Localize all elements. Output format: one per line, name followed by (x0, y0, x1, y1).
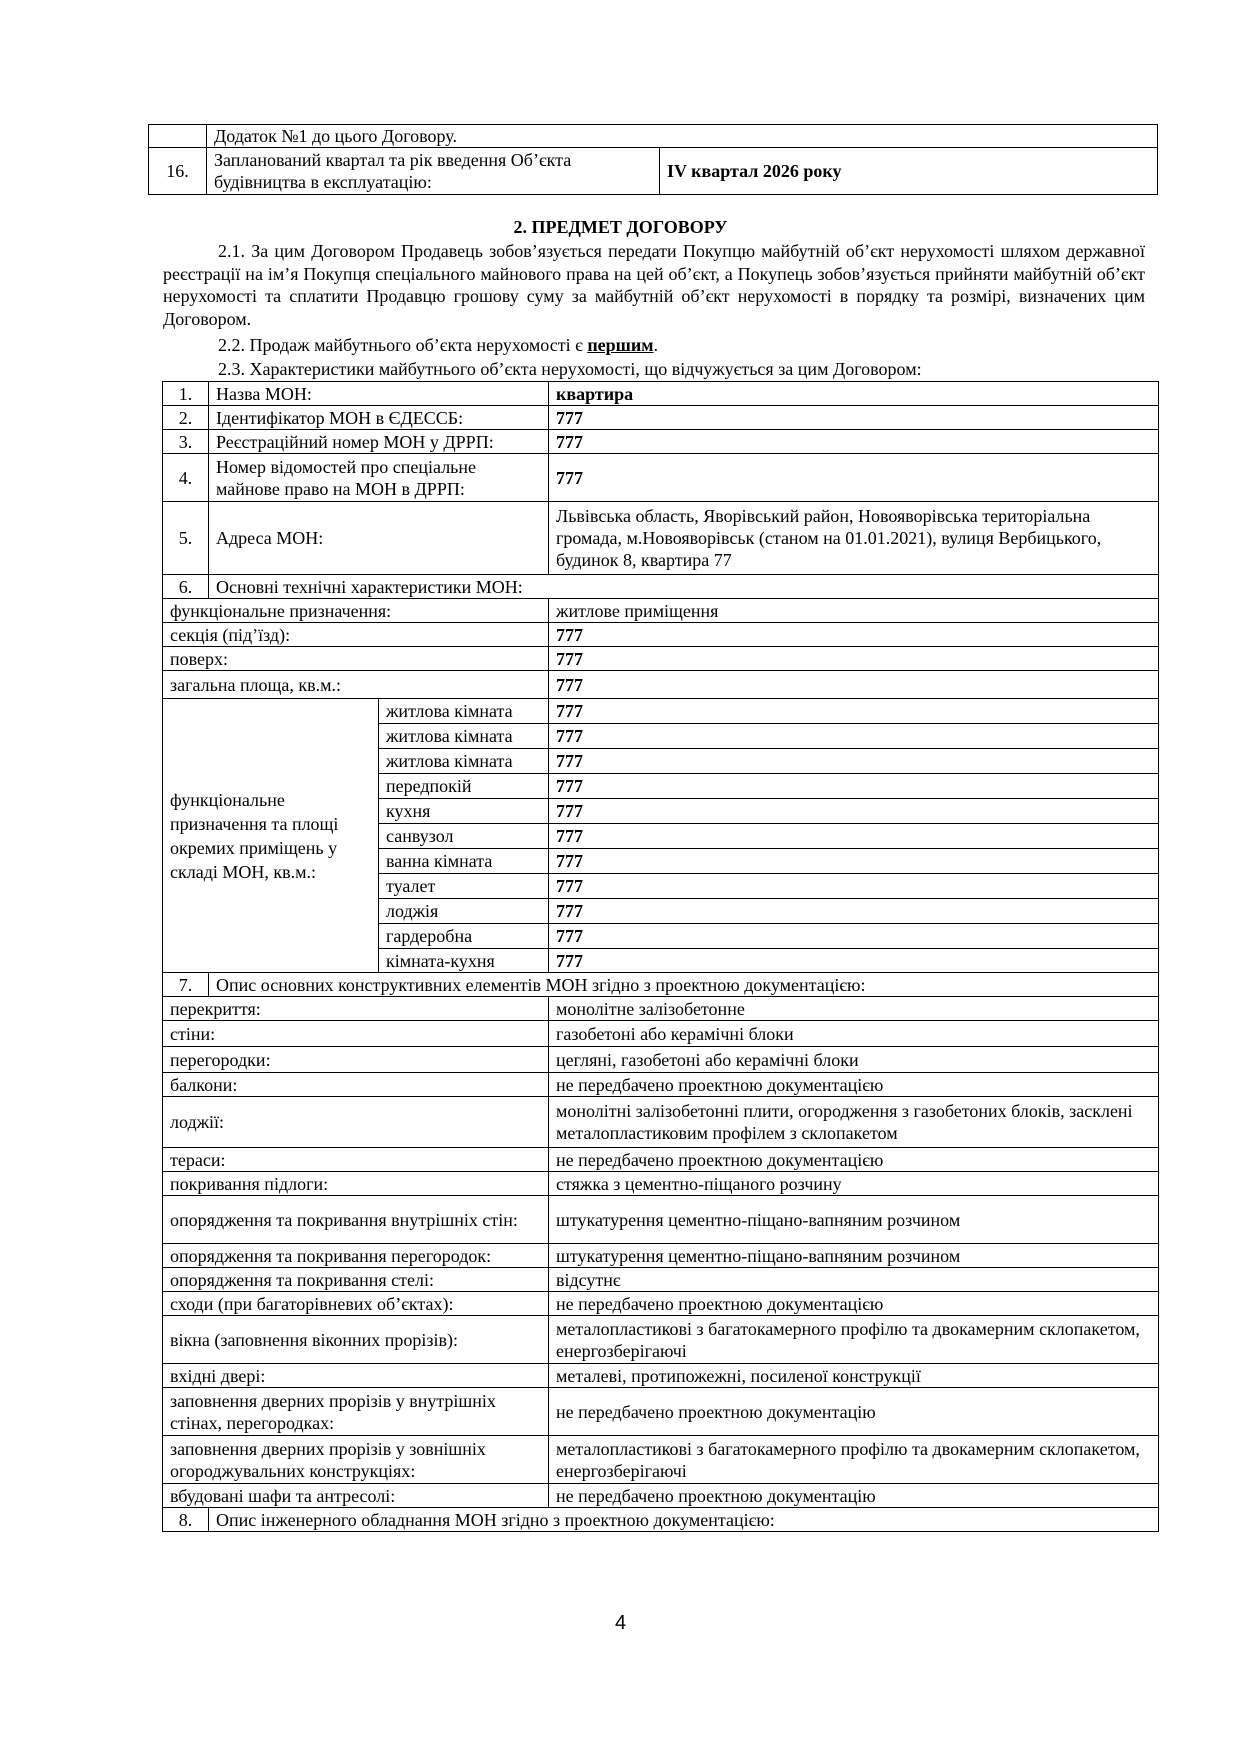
construct-value: відсутнє (549, 1268, 1159, 1292)
section-2-title: 2. ПРЕДМЕТ ДОГОВОРУ (513, 217, 728, 237)
construct-value: не передбачено проектною документацію (549, 1388, 1159, 1436)
room-name: житлова кімната (379, 724, 549, 749)
room-name: ванна кімната (379, 849, 549, 874)
room-name: кімната-кухня (379, 949, 549, 973)
room-value: 777 (549, 724, 1159, 749)
row-5-value: Львівська область, Яворівський район, Новояворівська територіальна громада, м.Новояворівськ (станом на 01.01.2021), вулиця Вербицького, будинок 8, квартира 77 (549, 502, 1159, 575)
row16-number: 16. (149, 148, 207, 195)
room-name: передпокій (379, 774, 549, 799)
construct-value: не передбачено проектною документацію (549, 1484, 1159, 1508)
room-name: санвузол (379, 824, 549, 849)
construct-label: вікна (заповнення віконних прорізів): (163, 1316, 549, 1364)
paragraph-2-1-text: 2.1. За цим Договором Продавець зобов’язується передати Покупцю майбутній об’єкт нерухомості шляхом державної реєстрації на ім’я Покупця спеціального майнового права на цей об’єкт, а Покупець зобов’язується прийняти майбутній об’єкт нерухомості та сплатити Продавцю грошову суму за майбутній об’єкт нерухомості в порядку та розмірі, визначених цим Договором. (163, 241, 1145, 329)
construct-label: перекриття: (163, 997, 549, 1021)
row-5-num: 5. (163, 502, 209, 575)
room-value: 777 (549, 799, 1159, 824)
construct-value: не передбачено проектною документацією (549, 1073, 1159, 1097)
top-table (148, 124, 1158, 195)
row-7-label: Опис основних конструктивних елементів МОН згідно з проектною документацією: (209, 973, 1159, 997)
row-3-value: 777 (549, 430, 1159, 454)
top-row-a-text: Додаток №1 до цього Договору. (207, 125, 1158, 148)
room-value: 777 (549, 824, 1159, 849)
row-6-num: 6. (163, 575, 209, 599)
construct-label: опорядження та покривання перегородок: (163, 1244, 549, 1268)
row-3-label: Реєстраційний номер МОН у ДРРП: (209, 430, 549, 454)
construct-value: металопластикові з багатокамерного профілю та двокамерним склопакетом, енергозберігаючі (549, 1436, 1159, 1484)
room-value: 777 (549, 699, 1159, 724)
construct-label: перегородки: (163, 1047, 549, 1073)
row-3-num: 3. (163, 430, 209, 454)
construct-label: балкони: (163, 1073, 549, 1097)
room-name: кухня (379, 799, 549, 824)
construct-value: штукатурення цементно-піщано-вапняним розчином (549, 1244, 1159, 1268)
construct-value: цегляні, газобетоні або керамічні блоки (549, 1047, 1159, 1073)
row-2-num: 2. (163, 406, 209, 430)
paragraph-2-2-suffix: . (653, 335, 659, 355)
paragraph-2-2 (218, 334, 658, 356)
construct-label: стіни: (163, 1021, 549, 1047)
row-1-num: 1. (163, 382, 209, 406)
row-2-value: 777 (549, 406, 1159, 430)
room-value: 777 (549, 774, 1159, 799)
tech-label: секція (під’їзд): (163, 623, 549, 647)
construct-label: вхідні двері: (163, 1364, 549, 1388)
construct-label: заповнення дверних прорізів у зовнішніх огороджувальних конструкціях: (163, 1436, 549, 1484)
tech-value: 777 (549, 671, 1159, 699)
construct-value: монолітні залізобетонні плити, огородження з газобетоних блоків, засклені металопластиковим профілем з склопакетом (549, 1097, 1159, 1148)
room-value: 777 (549, 849, 1159, 874)
tech-label: поверх: (163, 647, 549, 671)
paragraph-2-3: 2.3. Характеристики майбутнього об’єкта нерухомості, що відчужується за цим Договором: (218, 359, 922, 379)
row-1-value: квартира (549, 382, 1159, 406)
room-name: гардеробна (379, 924, 549, 949)
row-8-label: Опис інженерного обладнання МОН згідно з проектною документацією: (209, 1508, 1159, 1532)
construct-label: тераси: (163, 1148, 549, 1172)
construct-value: газобетоні або керамічні блоки (549, 1021, 1159, 1047)
tech-value: житлове приміщення (549, 599, 1159, 623)
room-value: 777 (549, 924, 1159, 949)
paragraph-2-2-bold: першим (587, 335, 654, 355)
room-value: 777 (549, 874, 1159, 899)
room-name: житлова кімната (379, 699, 549, 724)
construct-value: не передбачено проектною документацією (549, 1148, 1159, 1172)
row-4-label: Номер відомостей про спеціальне майнове право на МОН в ДРРП: (209, 454, 549, 502)
room-name: туалет (379, 874, 549, 899)
room-name: житлова кімната (379, 749, 549, 774)
construct-value: металеві, протипожежні, посиленої конструкції (549, 1364, 1159, 1388)
room-value: 777 (549, 749, 1159, 774)
row16-value: IV квартал 2026 року (660, 148, 1158, 195)
tech-label: загальна площа, кв.м.: (163, 671, 549, 699)
row-4-value: 777 (549, 454, 1159, 502)
row-7-num: 7. (163, 973, 209, 997)
characteristics-table (162, 381, 1159, 1532)
row-5-label: Адреса МОН: (209, 502, 549, 575)
construct-label: сходи (при багаторівневих об’єктах): (163, 1292, 549, 1316)
row-1-label: Назва МОН: (209, 382, 549, 406)
tech-label: функціональне призначення: (163, 599, 549, 623)
construct-label: лоджії: (163, 1097, 549, 1148)
construct-value: штукатурення цементно-піщано-вапняним розчином (549, 1196, 1159, 1244)
row-4-num: 4. (163, 454, 209, 502)
construct-value: не передбачено проектною документацією (549, 1292, 1159, 1316)
rooms-label: функціональне призначення та площі окремих приміщень у складі МОН, кв.м.: (163, 699, 379, 973)
construct-label: опорядження та покривання стелі: (163, 1268, 549, 1292)
tech-value: 777 (549, 623, 1159, 647)
room-value: 777 (549, 949, 1159, 973)
tech-value: 777 (549, 647, 1159, 671)
top-row-a-num (149, 125, 207, 148)
construct-label: вбудовані шафи та антресолі: (163, 1484, 549, 1508)
row-6-label: Основні технічні характеристики МОН: (209, 575, 1159, 599)
construct-label: опорядження та покривання внутрішніх стін: (163, 1196, 549, 1244)
room-name: лоджія (379, 899, 549, 924)
construct-value: стяжка з цементно-піщаного розчину (549, 1172, 1159, 1196)
row16-label: Запланований квартал та рік введення Об’єкта будівництва в експлуатацію: (207, 148, 660, 195)
paragraph-2-1 (163, 240, 1145, 330)
construct-label: заповнення дверних прорізів у внутрішніх стінах, перегородках: (163, 1388, 549, 1436)
page-number: 4 (614, 1612, 627, 1634)
construct-value: металопластикові з багатокамерного профілю та двокамерним склопакетом, енергозберігаючі (549, 1316, 1159, 1364)
construct-value: монолітне залізобетонне (549, 997, 1159, 1021)
row-2-label: Ідентифікатор МОН в ЄДЕССБ: (209, 406, 549, 430)
construct-label: покривання підлоги: (163, 1172, 549, 1196)
paragraph-2-2-prefix: 2.2. Продаж майбутнього об’єкта нерухомості є (218, 335, 588, 355)
row-8-num: 8. (163, 1508, 209, 1532)
room-value: 777 (549, 899, 1159, 924)
